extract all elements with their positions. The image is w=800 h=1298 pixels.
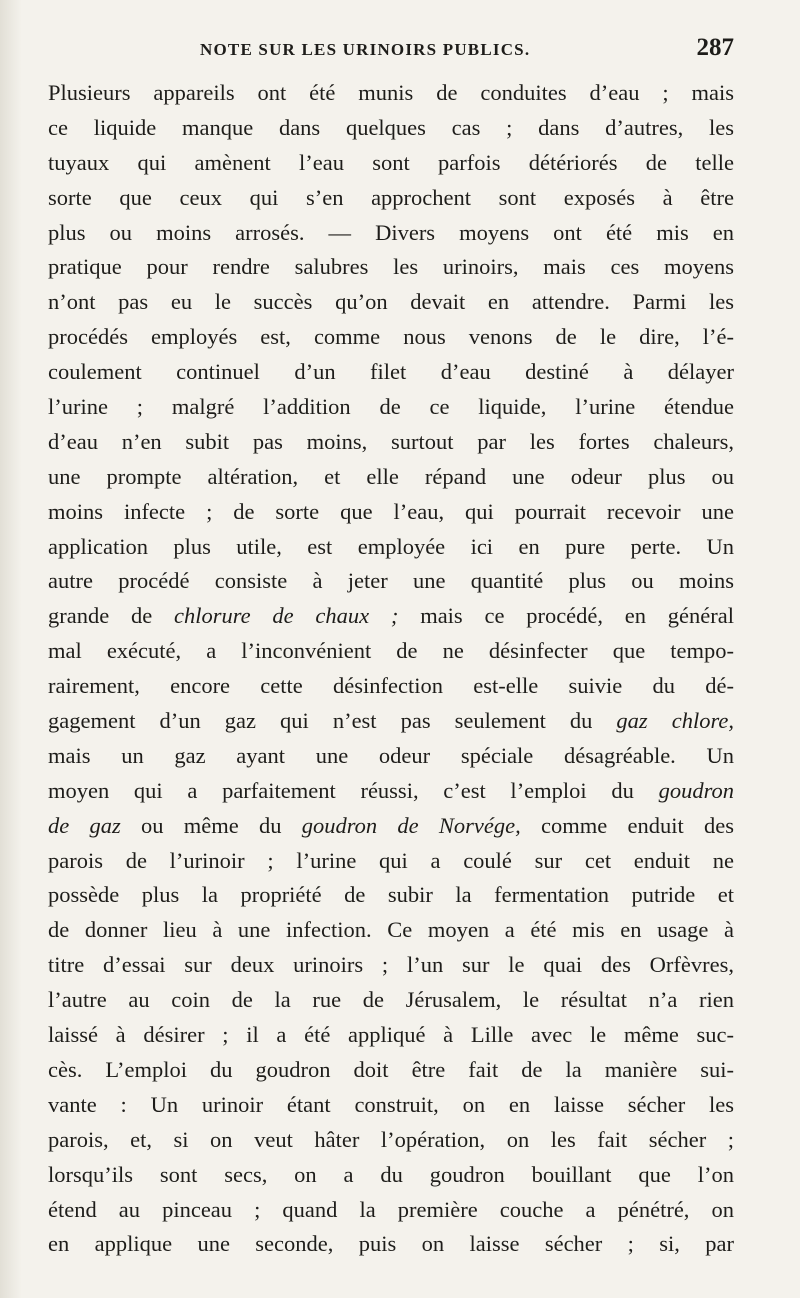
text-line <box>48 878 734 913</box>
line-text: titre d’essai sur deux urinoirs ; l’un sur le quai des Orfèvres, <box>48 952 734 978</box>
text-line <box>48 460 734 495</box>
italic-text: chlorure de chaux ; <box>174 603 399 629</box>
text-line <box>48 704 734 739</box>
line-text: moins infecte ; de sorte que l’eau, qui pourrait recevoir une <box>48 498 734 524</box>
text-line <box>48 774 734 809</box>
line-text: Plusieurs appareils ont été munis de conduites d’eau ; mais <box>48 80 734 105</box>
line-text: n’ont pas eu le succès qu’on devait en attendre. Parmi les <box>48 289 734 315</box>
text-line <box>48 530 734 565</box>
line-text: ou même du <box>120 812 302 838</box>
text-line <box>48 634 734 669</box>
line-text: lorsqu’ils sont secs, on a du goudron bouillant que l’on <box>48 1161 734 1187</box>
line-text: tuyaux qui amènent l’eau sont parfois détériorés de telle <box>48 149 734 175</box>
text-line <box>48 809 734 844</box>
line-text: pratique pour rendre salubres les urinoirs, mais ces moyens <box>48 254 734 280</box>
text-line <box>48 495 734 530</box>
text-line <box>48 669 734 704</box>
text-line <box>48 355 734 390</box>
line-text: sorte que ceux qui s’en approchent sont exposés à être <box>48 184 734 210</box>
text-line <box>48 1227 734 1262</box>
text-line <box>48 564 734 599</box>
line-text: vante : Un urinoir étant construit, on en laisse sécher les <box>48 1091 734 1117</box>
text-line <box>48 390 734 425</box>
line-text: autre procédé consiste à jeter une quantité plus ou moins <box>48 568 734 594</box>
line-text: possède plus la propriété de subir la fermentation putride et <box>48 882 734 908</box>
text-line <box>48 1158 734 1193</box>
text-line <box>48 111 734 146</box>
line-text: application plus utile, est employée ici en pure perte. Un <box>48 533 734 559</box>
italic-text: goudron de Norvége, <box>301 812 521 838</box>
line-text: parois, et, si on veut hâter l’opération, on les fait sécher ; <box>48 1126 734 1152</box>
line-text: en applique une seconde, puis on laisse sécher ; si, par <box>48 1231 734 1257</box>
line-text: mais un gaz ayant une odeur spéciale désagréable. Un <box>48 742 734 768</box>
line-text: grande de <box>48 603 174 629</box>
line-text: l’urine ; malgré l’addition de ce liquide, l’urine étendue <box>48 394 734 420</box>
text-line <box>48 285 734 320</box>
line-text: rairement, encore cette désinfection est-elle suivie du dé- <box>48 673 734 699</box>
line-text: d’eau n’en subit pas moins, surtout par les fortes chaleurs, <box>48 428 734 454</box>
text-line <box>48 320 734 355</box>
line-text: laissé à désirer ; il a été appliqué à Lille avec le même suc- <box>48 1022 734 1048</box>
page-number: 287 <box>696 34 734 61</box>
line-text: ce liquide manque dans quelques cas ; dans d’autres, les <box>48 114 734 140</box>
text-line <box>48 76 734 111</box>
text-line <box>48 1123 734 1158</box>
page-edge-shadow <box>0 0 22 1298</box>
text-line <box>48 599 734 634</box>
line-text: comme enduit des <box>520 812 734 838</box>
text-line <box>48 948 734 983</box>
italic-text: goudron <box>658 777 734 803</box>
running-title: NOTE SUR LES URINOIRS PUBLICS. <box>200 40 531 59</box>
text-line <box>48 739 734 774</box>
text-line <box>48 216 734 251</box>
line-text: étend au pinceau ; quand la première couche a pénétré, on <box>48 1196 734 1222</box>
line-text: l’autre au coin de la rue de Jérusalem, le résultat n’a rien <box>48 987 734 1013</box>
line-text: de donner lieu à une infection. Ce moyen a été mis en usage à <box>48 917 734 943</box>
line-text: gagement d’un gaz qui n’est pas seulement du <box>48 708 617 734</box>
line-text: moyen qui a parfaitement réussi, c’est l’emploi du <box>48 777 659 803</box>
italic-text: de gaz <box>48 812 121 838</box>
line-text: une prompte altération, et elle répand une odeur plus ou <box>48 463 734 489</box>
line-text: coulement continuel d’un filet d’eau destiné à délayer <box>48 359 734 385</box>
text-line <box>48 913 734 948</box>
text-line <box>48 425 734 460</box>
line-text: procédés employés est, comme nous venons de le dire, l’é- <box>48 324 734 350</box>
line-text: cès. L’emploi du goudron doit être fait de la manière sui- <box>48 1056 734 1082</box>
text-line <box>48 181 734 216</box>
text-line <box>48 1018 734 1053</box>
text-line <box>48 1053 734 1088</box>
text-line <box>48 1088 734 1123</box>
text-line <box>48 146 734 181</box>
line-text: mais ce procédé, en général <box>398 603 734 629</box>
page-header <box>48 34 734 70</box>
text-line <box>48 1193 734 1228</box>
line-text: parois de l’urinoir ; l’urine qui a coulé sur cet enduit ne <box>48 847 734 873</box>
line-text: plus ou moins arrosés. — Divers moyens ont été mis en <box>48 219 734 245</box>
line-text: mal exécuté, a l’inconvénient de ne désinfecter que tempo- <box>48 638 734 664</box>
italic-text: gaz chlore, <box>616 708 734 734</box>
body-text <box>48 76 734 1262</box>
text-line <box>48 250 734 285</box>
text-line <box>48 844 734 879</box>
text-line <box>48 983 734 1018</box>
